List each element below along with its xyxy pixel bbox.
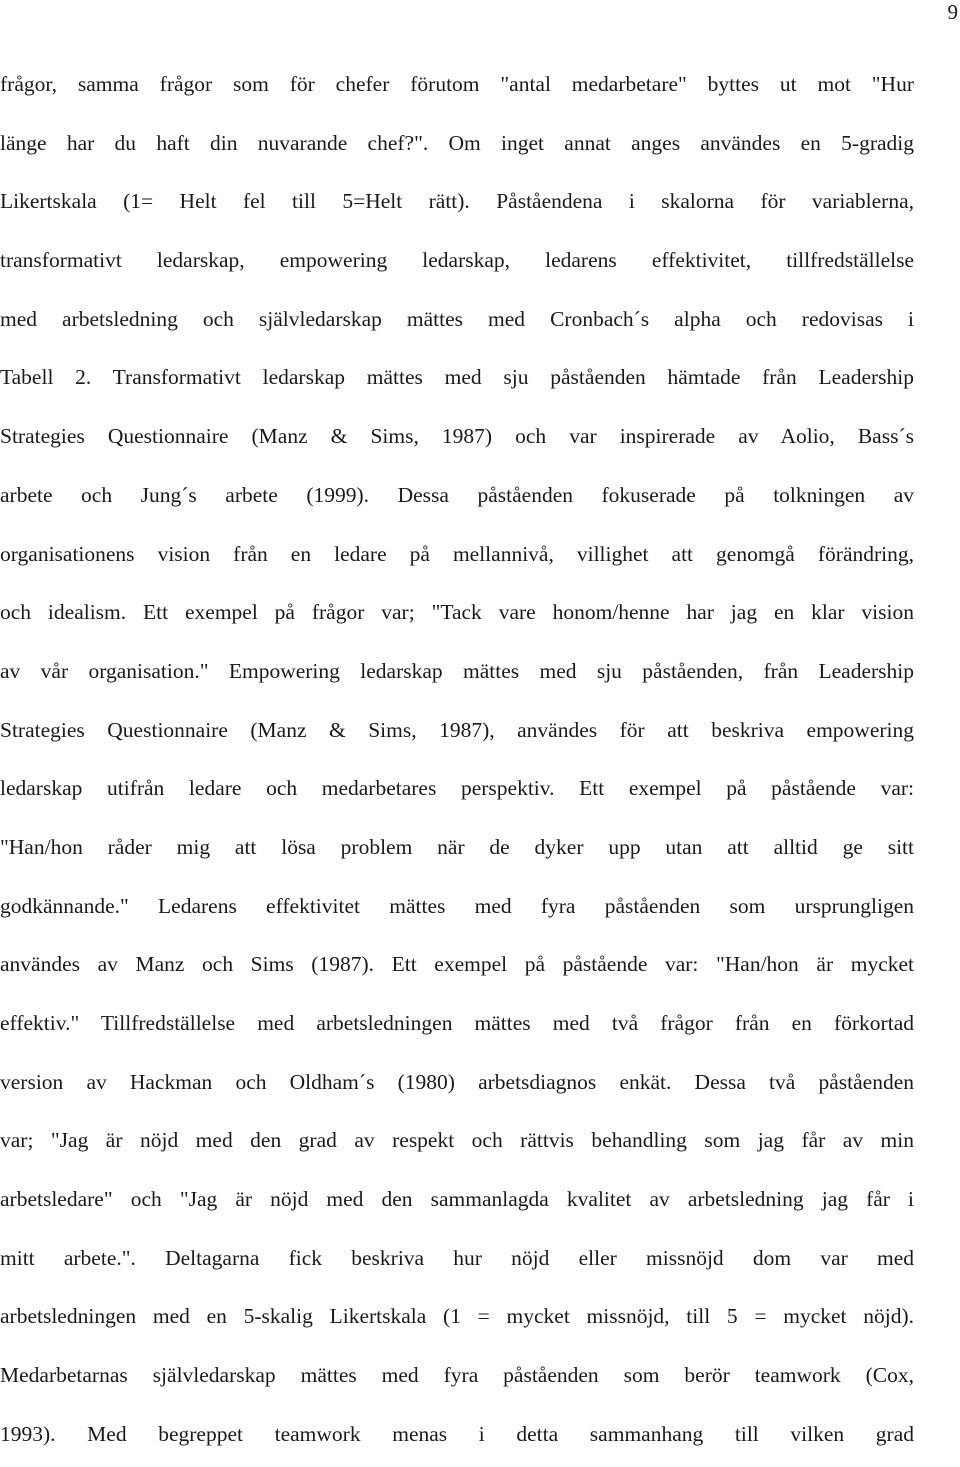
text-line: organisationens vision från en ledare på mellannivå, villighet att genomgå förändring,: [0, 541, 914, 566]
body-paragraph: [0, 58, 914, 1467]
text-line: länge har du haft din nuvarande chef?". Om inget annat anges användes en 5-gradig: [0, 130, 914, 155]
text-line: arbete och Jung´s arbete (1999). Dessa påståenden fokuserade på tolkningen av: [0, 482, 914, 507]
text-line: effektiv." Tillfredställelse med arbetsledningen mättes med två frågor från en förkortad: [0, 1011, 914, 1035]
text-line: 1993). Med begreppet teamwork menas i detta sammanhang till vilken grad: [0, 1421, 914, 1446]
text-line: "Han/hon råder mig att lösa problem när de dyker upp utan att alltid ge sitt: [0, 834, 914, 859]
text-line: arbetsledningen med en 5-skalig Likertskala (1 = mycket missnöjd, till 5 = mycket nöjd).: [0, 1304, 914, 1329]
text-line: ledarskap utifrån ledare och medarbetares perspektiv. Ett exempel på påstående var:: [0, 776, 914, 801]
text-line: version av Hackman och Oldham´s (1980) arbetsdiagnos enkät. Dessa två påståenden: [0, 1069, 914, 1094]
text-line: med arbetsledning och självledarskap mättes med Cronbach´s alpha och redovisas i: [0, 306, 914, 331]
text-line: Likertskala (1= Helt fel till 5=Helt rätt). Påståendena i skalorna för variablerna,: [0, 189, 914, 214]
text-line: Medarbetarnas självledarskap mättes med fyra påståenden som berör teamwork (Cox,: [0, 1363, 914, 1388]
text-line: godkännande." Ledarens effektivitet mättes med fyra påståenden som ursprungligen: [0, 893, 914, 918]
text-line: var; "Jag är nöjd med den grad av respekt och rättvis behandling som jag får av min: [0, 1128, 914, 1153]
text-line: användes av Manz och Sims (1987). Ett exempel på påstående var: "Han/hon är mycket: [0, 952, 914, 977]
text-line: Strategies Questionnaire (Manz & Sims, 1987), användes för att beskriva empowering: [0, 717, 914, 742]
text-line: Strategies Questionnaire (Manz & Sims, 1987) och var inspirerade av Aolio, Bass´s: [0, 424, 914, 449]
text-line: frågor, samma frågor som för chefer förutom "antal medarbetare" byttes ut mot "Hur: [0, 72, 914, 96]
text-line: arbetsledare" och "Jag är nöjd med den sammanlagda kvalitet av arbetsledning jag får i: [0, 1187, 914, 1212]
text-line: av vår organisation." Empowering ledarskap mättes med sju påståenden, från Leadership: [0, 658, 914, 683]
text-line: transformativt ledarskap, empowering ledarskap, ledarens effektivitet, tillfredställelse: [0, 248, 914, 273]
text-line: mitt arbete.". Deltagarna fick beskriva hur nöjd eller missnöjd dom var med: [0, 1245, 914, 1270]
text-line: Tabell 2. Transformativt ledarskap mättes med sju påståenden hämtade från Leadership: [0, 365, 914, 390]
page-number: 9: [947, 0, 958, 24]
text-line: och idealism. Ett exempel på frågor var; "Tack vare honom/henne har jag en klar vision: [0, 600, 914, 625]
